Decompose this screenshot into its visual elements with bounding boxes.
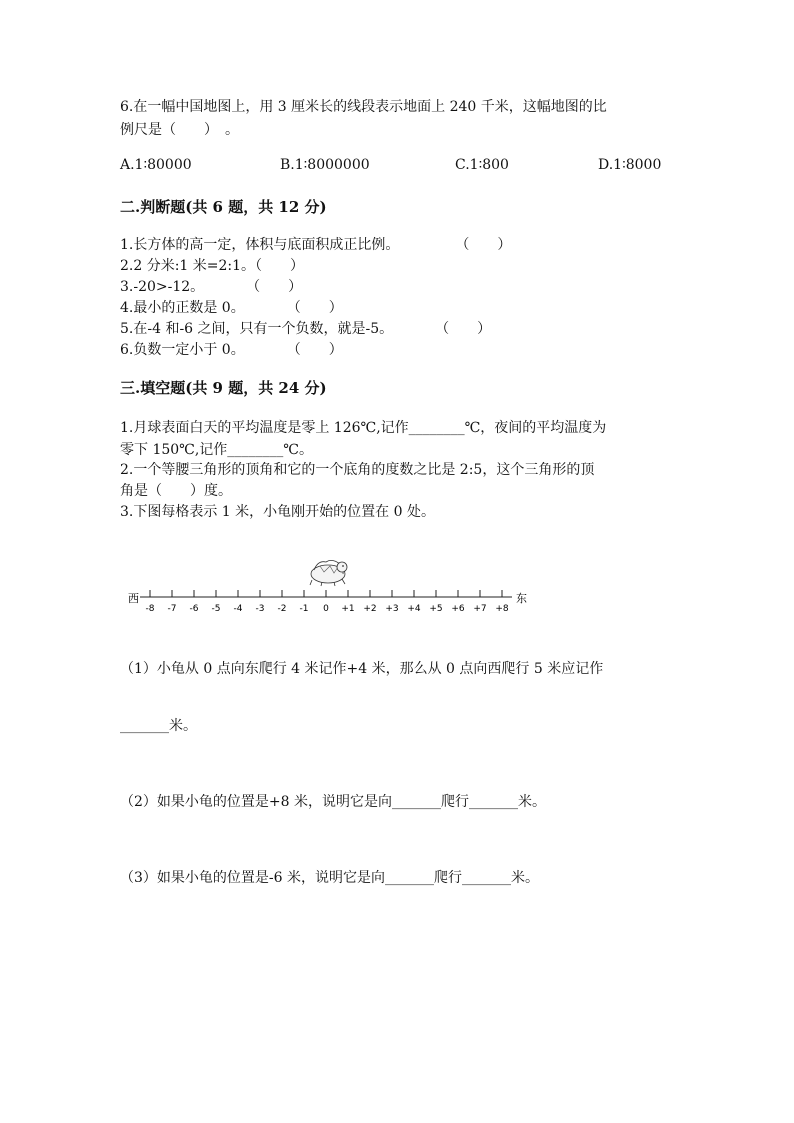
judge-item-1: 1.长方体的高一定，体积与底面积成正比例。 （ ） <box>120 237 512 253</box>
tick-label: -7 <box>167 604 177 614</box>
judge-item-5: 5.在-4 和-6 之间，只有一个负数，就是-5。 （ ） <box>120 321 492 337</box>
tick-label: +8 <box>495 604 509 614</box>
sub-question-2: （2）如果小龟的位置是+8 米，说明它是向_______爬行_______米。 <box>120 794 546 810</box>
tick-label: -8 <box>145 604 155 614</box>
q6-option-b: B.1∶8000000 <box>280 157 370 173</box>
fill-line-2: 零下 150℃,记作________℃。 <box>120 442 313 458</box>
tick-label: +1 <box>341 604 355 614</box>
tick-label: -1 <box>299 604 309 614</box>
number-line-figure <box>120 550 540 620</box>
section2-heading: 二.判断题(共 6 题，共 12 分) <box>120 198 327 216</box>
tick-label: +5 <box>429 604 443 614</box>
judge-item-3: 3.-20>-12。 （ ） <box>120 279 303 295</box>
judge-item-6: 6.负数一定小于 0。 （ ） <box>120 342 343 358</box>
judge-item-4: 4.最小的正数是 0。 （ ） <box>120 300 343 316</box>
number-line-ticks <box>146 590 509 614</box>
sub-question-3: （3）如果小龟的位置是-6 米，说明它是向_______爬行_______米。 <box>120 870 539 886</box>
q6-line-1: 6.在一幅中国地图上，用 3 厘米长的线段表示地面上 240 千米，这幅地图的比 <box>120 99 607 115</box>
tick-label: +7 <box>473 604 487 614</box>
fill-line-3: 2.一个等腰三角形的顶角和它的一个底角的度数之比是 2:5，这个三角形的顶 <box>120 462 595 478</box>
q6-line-2: 例尺是（ ） 。 <box>120 122 239 138</box>
tick-label: +4 <box>407 604 421 614</box>
fill-line-4: 角是（ ）度。 <box>120 483 232 499</box>
east-label: 东 <box>516 592 527 605</box>
turtle-icon <box>310 560 347 586</box>
tick-label: -5 <box>211 604 221 614</box>
tick-label: +2 <box>363 604 377 614</box>
tick-label: -4 <box>233 604 243 614</box>
fill-line-5: 3.下图每格表示 1 米，小龟刚开始的位置在 0 处。 <box>120 504 435 520</box>
tick-label: +3 <box>385 604 399 614</box>
section3-heading: 三.填空题(共 9 题，共 24 分) <box>120 379 327 397</box>
q6-option-c: C.1∶800 <box>455 157 509 173</box>
tick-label: -2 <box>277 604 287 614</box>
tick-label: 0 <box>323 604 329 614</box>
sub-question-1-line-1: （1）小龟从 0 点向东爬行 4 米记作+4 米，那么从 0 点向西爬行 5 米应记作 <box>120 661 604 677</box>
sub-question-1-line-2: _______米。 <box>120 718 197 734</box>
west-label: 西 <box>128 592 139 605</box>
tick-label: +6 <box>451 604 465 614</box>
judge-item-2: 2.2 分米:1 米=2:1。（ ） <box>120 258 305 274</box>
q6-option-a: A.1∶80000 <box>120 157 192 173</box>
q6-option-d: D.1∶8000 <box>598 157 662 173</box>
tick-label: -6 <box>189 604 199 614</box>
fill-line-1: 1.月球表面白天的平均温度是零上 126℃,记作________℃，夜间的平均温度为 <box>120 420 607 436</box>
tick-label: -3 <box>255 604 265 614</box>
